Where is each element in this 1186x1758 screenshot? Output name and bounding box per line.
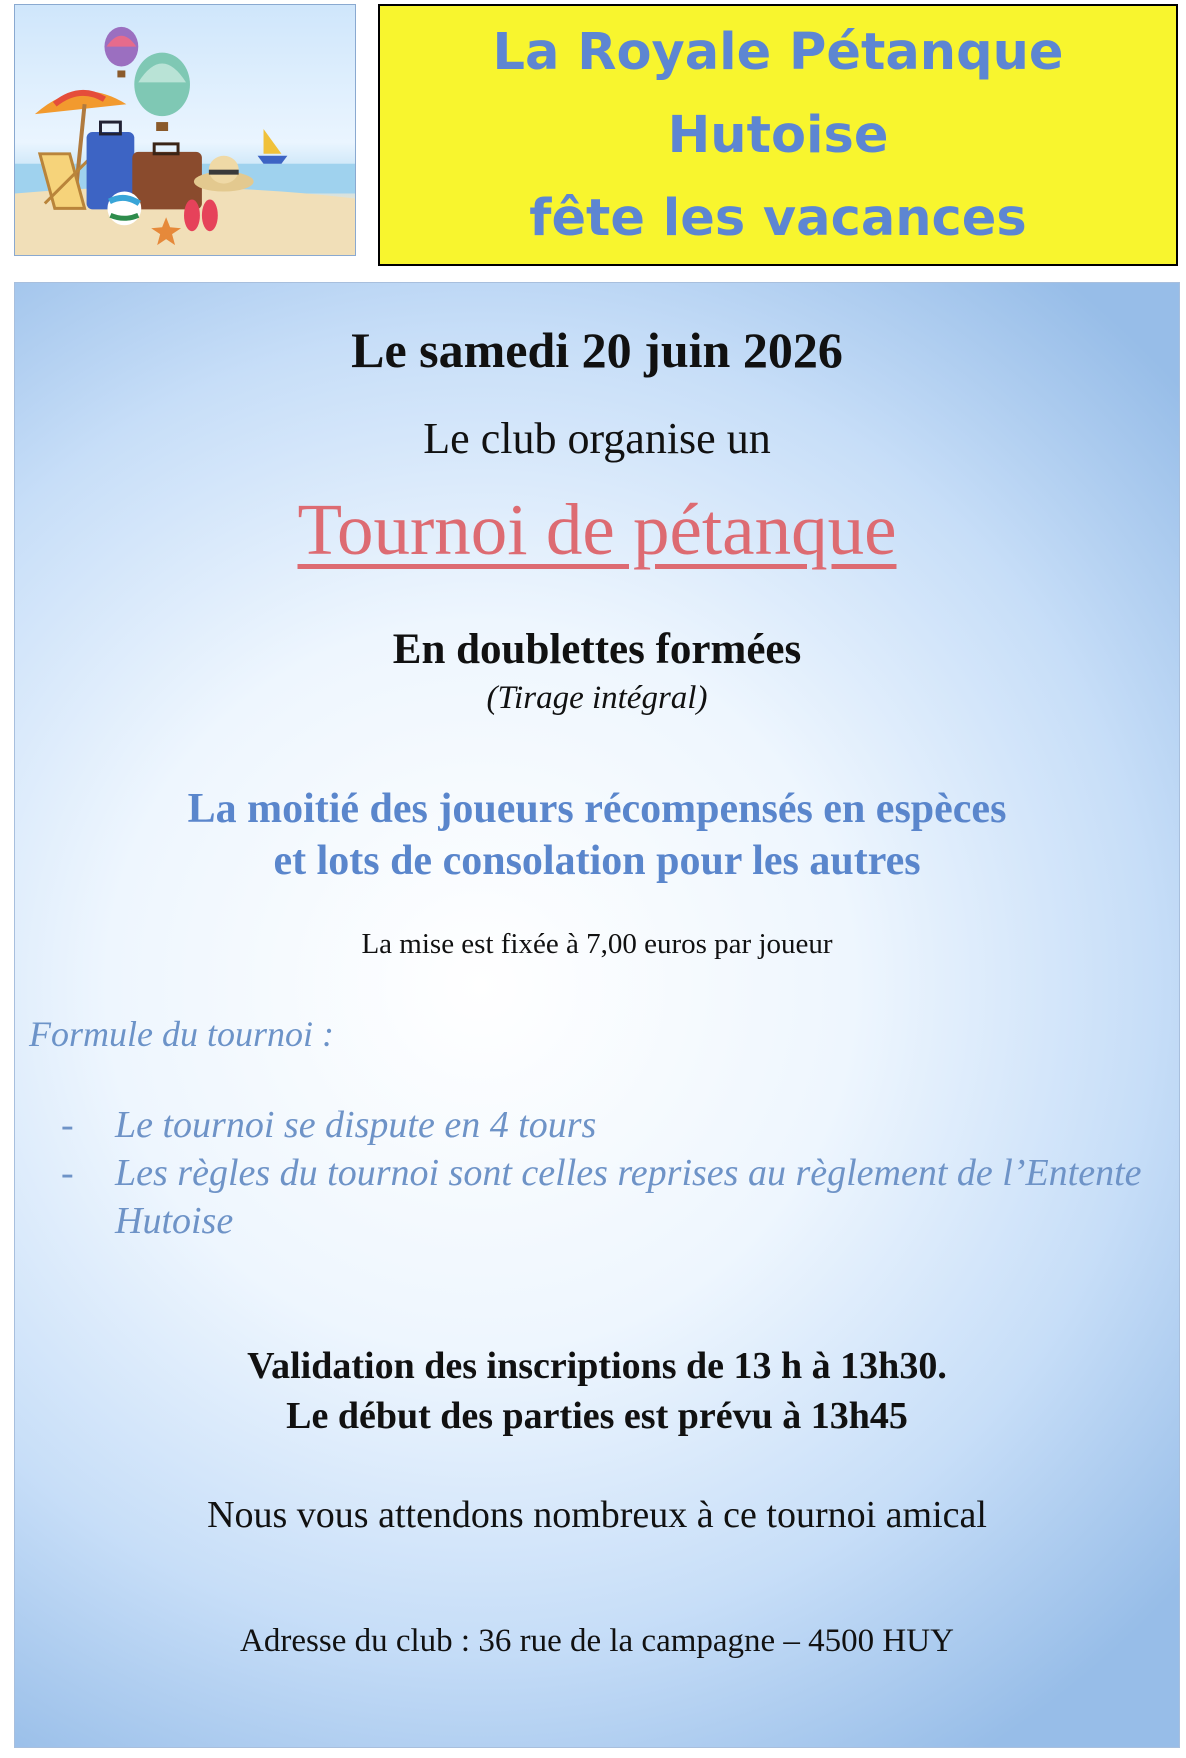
rule-text: Les règles du tournoi sont celles reprises au règlement de l’Entente Hutoise xyxy=(115,1152,1142,1242)
club-address: Adresse du club : 36 rue de la campagne – 4500 HUY xyxy=(240,1623,954,1659)
hot-air-balloon-icon xyxy=(104,27,138,78)
bullet-dash: - xyxy=(61,1152,74,1194)
event-date: Le samedi 20 juin 2026 xyxy=(351,322,843,378)
header-tagline: fête les vacances xyxy=(529,188,1027,248)
main-panel xyxy=(14,282,1180,1748)
prize-info xyxy=(15,783,1179,887)
rule-text: Le tournoi se dispute en 4 tours xyxy=(115,1104,597,1146)
event-draw: (Tirage intégral) xyxy=(486,680,708,716)
registration-time: Validation des inscriptions de 13 h à 13h30. xyxy=(247,1345,947,1387)
start-time: Le début des parties est prévu à 13h45 xyxy=(286,1395,908,1437)
list-item xyxy=(61,1101,1171,1149)
club-name-line-2: Hutoise xyxy=(667,105,889,165)
hot-air-balloon-icon xyxy=(134,53,190,131)
event-title: Tournoi de pétanque xyxy=(297,489,897,570)
header-banner xyxy=(378,4,1178,266)
club-name-line-1: La Royale Pétanque xyxy=(492,22,1064,82)
entry-fee: La mise est fixée à 7,00 euros par joueur xyxy=(361,928,833,960)
beach-vacation-illustration xyxy=(14,4,356,256)
formula-title: Formule du tournoi : xyxy=(29,1014,334,1054)
formula-rules xyxy=(61,1101,1171,1245)
closing-message: Nous vous attendons nombreux à ce tournoi amical xyxy=(207,1494,987,1536)
prize-line-2: et lots de consolation pour les autres xyxy=(273,838,921,884)
beach-ball-icon xyxy=(107,192,141,226)
beach-vacation-icon xyxy=(15,5,355,255)
sailboat-icon xyxy=(258,129,288,164)
list-item xyxy=(61,1149,1171,1245)
event-format: En doublettes formées xyxy=(392,626,802,673)
prize-line-1: La moitié des joueurs récompensés en espèces xyxy=(187,786,1007,832)
schedule-info xyxy=(15,1341,1179,1441)
bullet-dash: - xyxy=(61,1104,74,1146)
event-intro: Le club organise un xyxy=(423,414,771,463)
